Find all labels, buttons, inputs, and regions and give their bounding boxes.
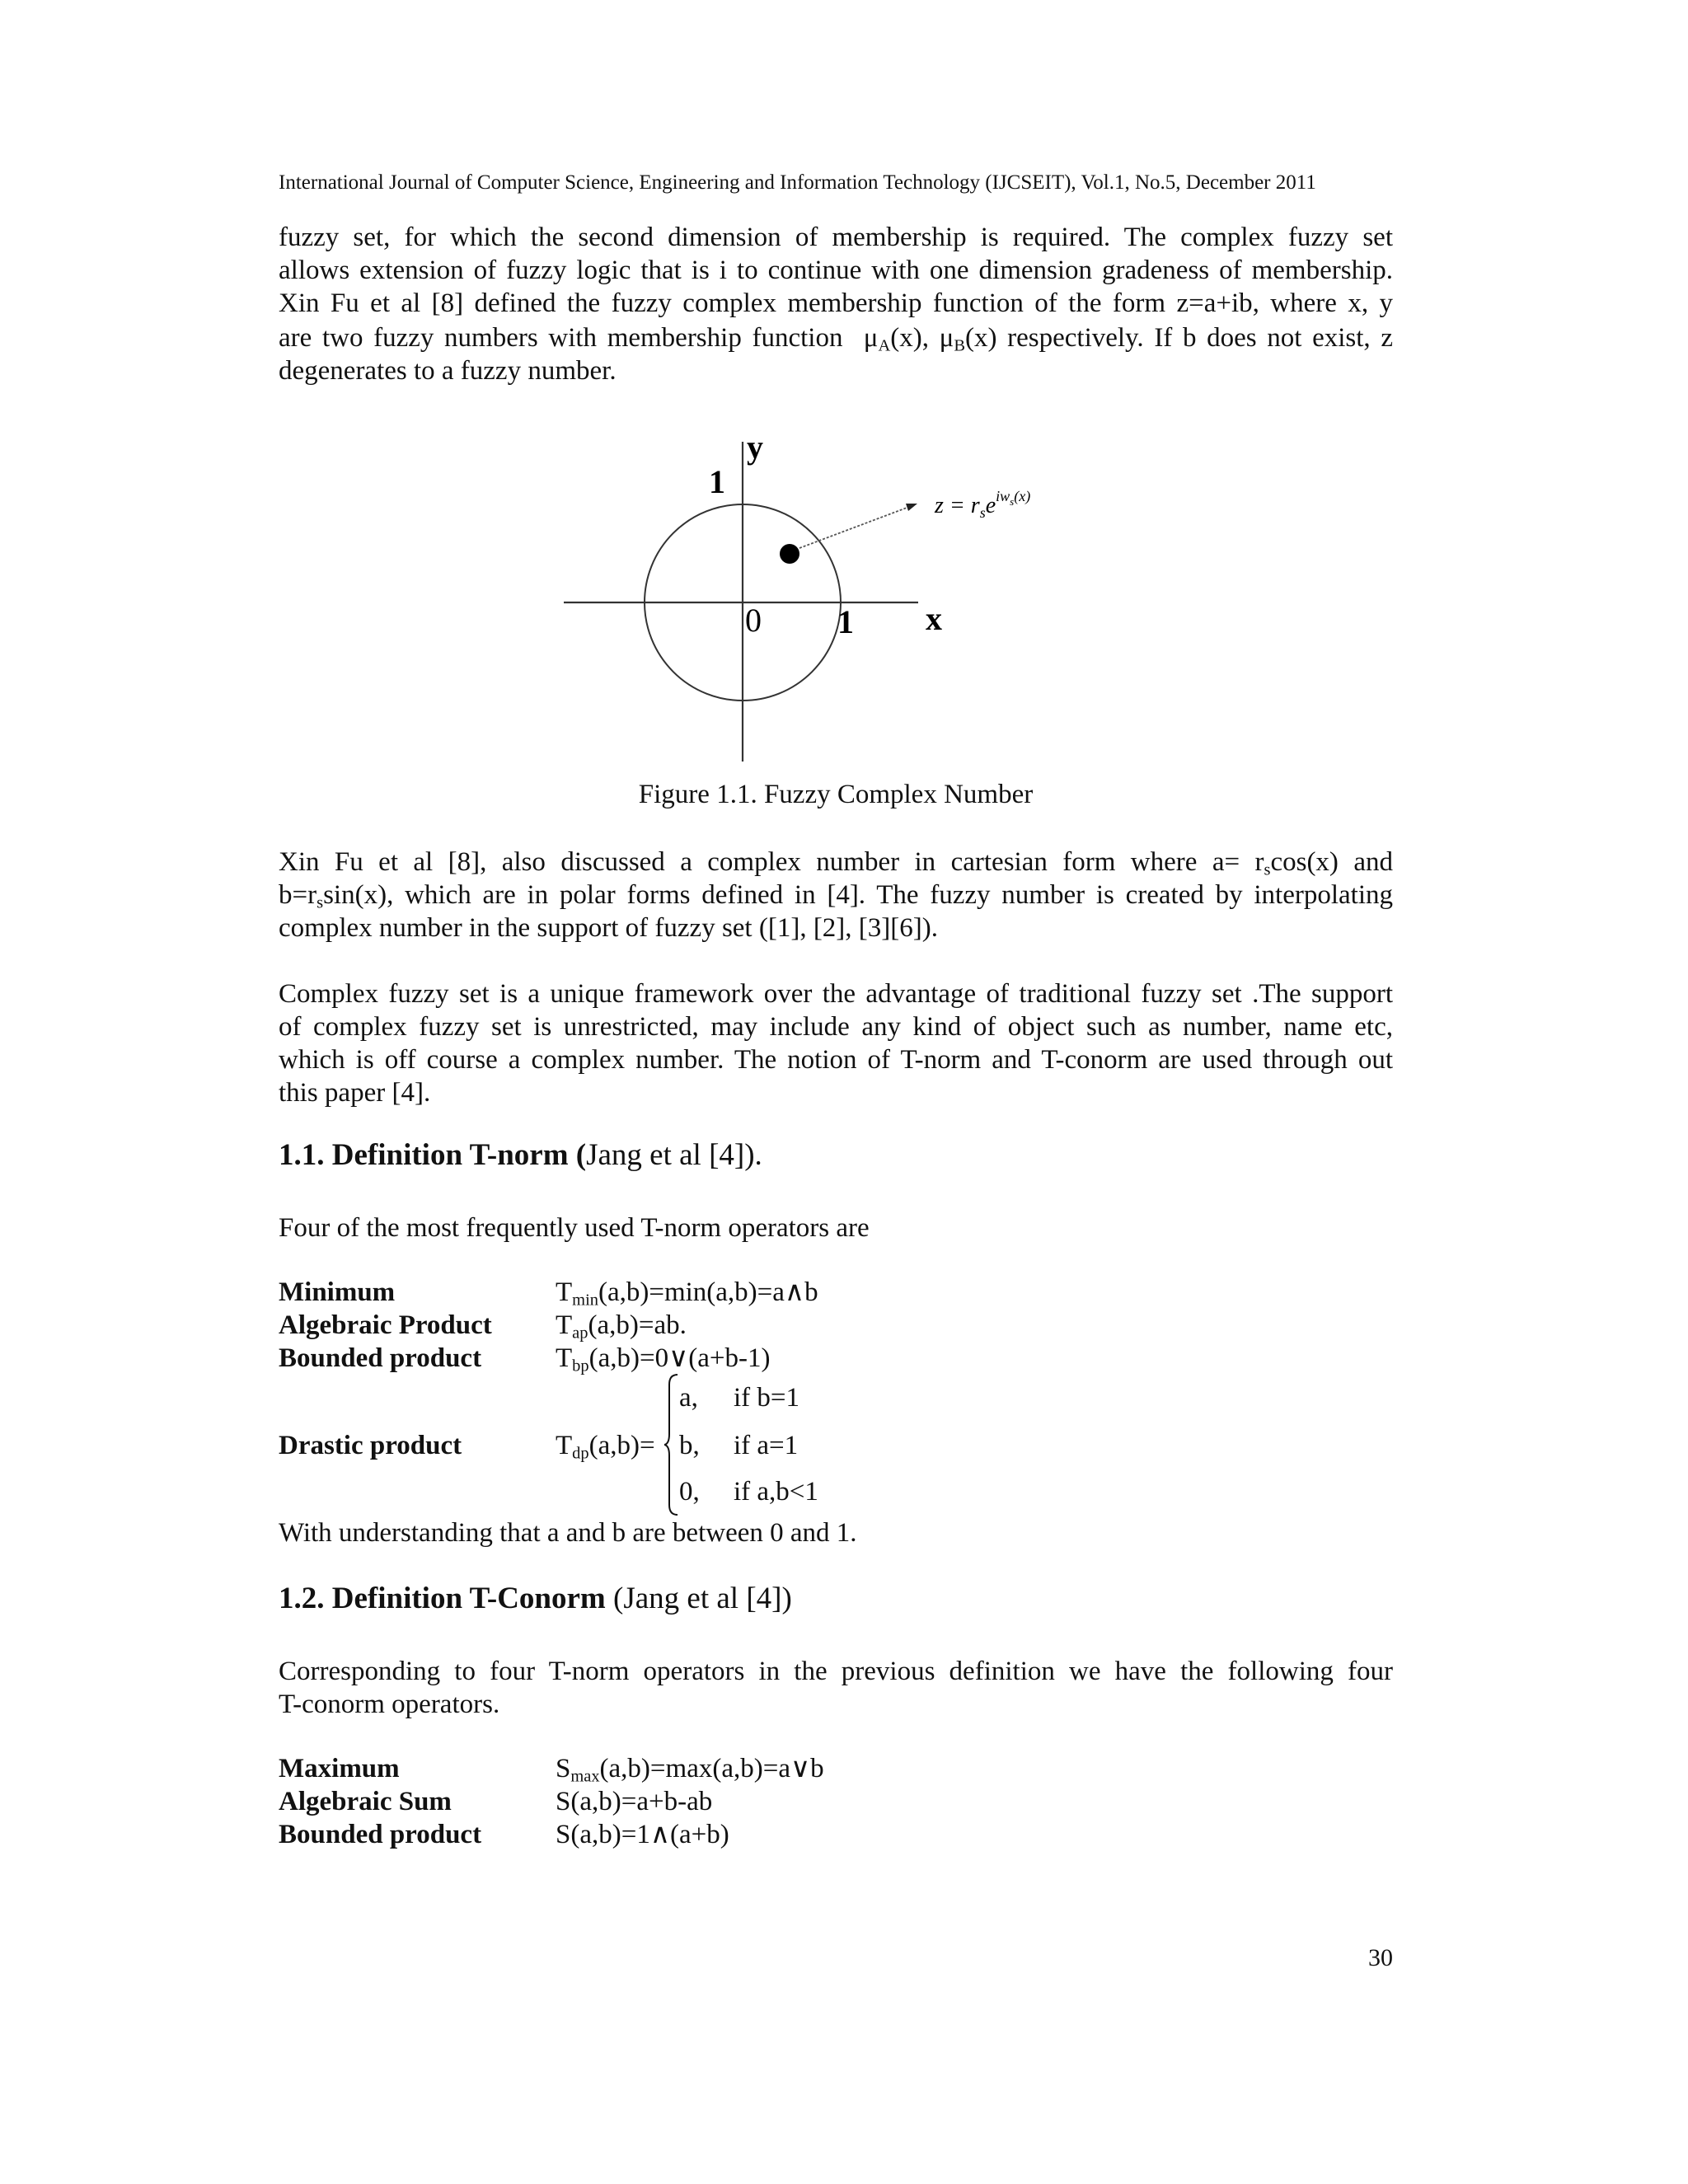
tnorm-symbol: T <box>556 1310 573 1340</box>
case-1-value: a, <box>679 1383 698 1413</box>
x-axis-label: x <box>926 600 942 637</box>
tconorm-expression: (a,b)=a+b-ab <box>570 1787 713 1816</box>
eq-r-subscript: s <box>979 504 986 521</box>
intro-line-4-post: (x) respectively. If b does not exist, z <box>964 323 1393 353</box>
para3-line-1: Complex fuzzy set is a unique framework over the advantage of traditional fuzzy set .The support <box>279 979 1393 1009</box>
intro-line-3: Xin Fu et al [8] defined the fuzzy complex membership function of the form z=a+ib, where x, y <box>279 288 1393 318</box>
section-1-2-heading <box>279 1581 792 1617</box>
intro-line-2: allows extension of fuzzy logic that is i to continue with one dimension gradeness of membership. <box>279 255 1393 285</box>
para3-line-2: of complex fuzzy set is unrestricted, may include any kind of object such as number, name etc, <box>279 1012 1393 1042</box>
mu-a-symbol: μ <box>863 323 879 353</box>
case-3-condition: if a,b<1 <box>734 1477 818 1507</box>
tnorm-formula <box>556 1276 818 1309</box>
intro-line-1: fuzzy set, for which the second dimension of membership is required. The complex fuzzy set <box>279 223 1393 252</box>
para2-sub-1: s <box>1264 860 1271 879</box>
para3-line-4: this paper [4]. <box>279 1078 431 1108</box>
tconorm-name: Algebraic Sum <box>279 1787 452 1816</box>
conorm-intro-line-1: Corresponding to four T-norm operators in the previous definition we have the following four <box>279 1657 1393 1686</box>
x-one-label: 1 <box>837 603 854 640</box>
pointer-arrow-head <box>906 504 917 511</box>
para2-line-3: complex number in the support of fuzzy set ([1], [2], [3][6]). <box>279 913 938 943</box>
mu-a-subscript: A <box>878 336 891 355</box>
tnorm-expression: (a,b)=min(a,b)=a∧b <box>598 1277 818 1307</box>
pointer-arrow-line <box>799 507 909 548</box>
drastic-product-lhs <box>556 1429 655 1462</box>
intro-line-4-pre: are two fuzzy numbers with membership function <box>279 323 843 353</box>
journal-header: International Journal of Computer Science, Engineering and Information Technology (IJCSEIT), Vol.1, No.5, December 2011 <box>279 171 1316 194</box>
drastic-expression: (a,b)= <box>588 1431 655 1460</box>
tnorm-row-minimum <box>279 1276 1393 1309</box>
drastic-product-name: Drastic product <box>279 1431 462 1460</box>
fuzzy-complex-figure <box>560 429 1071 775</box>
tconorm-formula <box>556 1752 824 1785</box>
complex-point <box>780 544 799 564</box>
para3-line-3: which is off course a complex number. The notion of T-norm and T-conorm are used through out <box>279 1045 1393 1075</box>
tnorm-name: Algebraic Product <box>279 1310 492 1340</box>
para2-line-1 <box>279 846 1393 879</box>
tnorm-subscript: bp <box>572 1357 589 1376</box>
tconorm-name: Maximum <box>279 1754 400 1783</box>
tconorm-symbol: S <box>556 1787 571 1816</box>
tconorm-name: Bounded product <box>279 1820 482 1849</box>
y-one-label: 1 <box>709 463 725 500</box>
tnorm-name: Bounded product <box>279 1343 482 1373</box>
tnorm-symbol: T <box>556 1343 573 1373</box>
tconorm-formula <box>556 1818 729 1851</box>
tnorm-row-bounded-product <box>279 1342 1393 1375</box>
case-2-value: b, <box>679 1431 700 1460</box>
para2-line-1-pre: Xin Fu et al [8], also discussed a complex number in cartesian form where a= r <box>279 847 1264 877</box>
eq-exponent: iw <box>996 488 1010 504</box>
tnorm-symbol: T <box>556 1277 573 1307</box>
eq-exponent-post: (x) <box>1014 488 1031 504</box>
section-1-1-bold: 1.1. Definition T-norm ( <box>279 1138 587 1172</box>
y-axis-label: y <box>747 429 763 466</box>
tconorm-row-maximum <box>279 1752 1393 1785</box>
para2-line-2 <box>279 879 1393 912</box>
tnorm-row-algebraic-product <box>279 1309 1393 1342</box>
mu-b-subscript: B <box>954 336 965 355</box>
eq-exponent-subscript: s <box>1010 495 1015 508</box>
tnorm-subscript: min <box>572 1291 598 1310</box>
page-number: 30 <box>1368 1944 1393 1971</box>
intro-line-5: degenerates to a fuzzy number. <box>279 356 617 386</box>
intro-line-4 <box>279 321 1393 354</box>
complex-equation <box>934 488 1030 521</box>
figure-caption: Figure 1.1. Fuzzy Complex Number <box>638 780 1034 809</box>
tconorm-symbol: S <box>556 1754 571 1783</box>
mu-mid: (x), <box>890 323 940 353</box>
tconorm-expression: (a,b)=max(a,b)=a∨b <box>599 1754 824 1783</box>
tnorm-expression: (a,b)=0∨(a+b-1) <box>588 1343 771 1373</box>
case-2-condition: if a=1 <box>734 1431 799 1460</box>
case-1-condition: if b=1 <box>734 1383 800 1413</box>
mu-b-symbol: μ <box>939 323 954 353</box>
tconorm-symbol: S <box>556 1820 571 1849</box>
understanding-note: With understanding that a and b are between 0 and 1. <box>279 1518 857 1548</box>
tconorm-formula <box>556 1785 712 1818</box>
eq-e: e <box>985 493 996 518</box>
case-3-value: 0, <box>679 1477 700 1507</box>
drastic-subscript: dp <box>572 1444 589 1463</box>
tconorm-row-algebraic-sum <box>279 1785 1393 1818</box>
section-1-2-citation: (Jang et al [4]) <box>605 1582 792 1615</box>
conorm-intro-line-2: T-conorm operators. <box>279 1690 500 1719</box>
para2-line-2-pre: b=r <box>279 880 317 910</box>
tnorm-formula <box>556 1309 687 1342</box>
cases-brace <box>664 1373 679 1516</box>
tconorm-row-bounded-product <box>279 1818 1393 1851</box>
tnorm-intro: Four of the most frequently used T-norm operators are <box>279 1213 870 1243</box>
section-1-2-bold: 1.2. Definition T-Conorm <box>279 1582 606 1615</box>
para2-line-1-post: cos(x) and <box>1270 847 1393 877</box>
tnorm-expression: (a,b)=ab. <box>588 1310 687 1340</box>
para2-sub-2: s <box>316 893 324 912</box>
tnorm-name: Minimum <box>279 1277 396 1307</box>
drastic-symbol: T <box>556 1431 573 1460</box>
tnorm-subscript: ap <box>572 1324 588 1343</box>
section-1-1-heading <box>279 1137 762 1174</box>
tconorm-subscript: max <box>570 1767 600 1786</box>
eq-lhs: z = r <box>935 493 980 518</box>
tconorm-expression: (a,b)=1∧(a+b) <box>570 1820 729 1849</box>
origin-label: 0 <box>745 602 762 639</box>
section-1-1-citation: Jang et al [4]). <box>586 1138 762 1172</box>
para2-line-2-post: sin(x), which are in polar forms defined in [4]. The fuzzy number is created by interpolating <box>323 880 1393 910</box>
tnorm-formula <box>556 1342 770 1375</box>
